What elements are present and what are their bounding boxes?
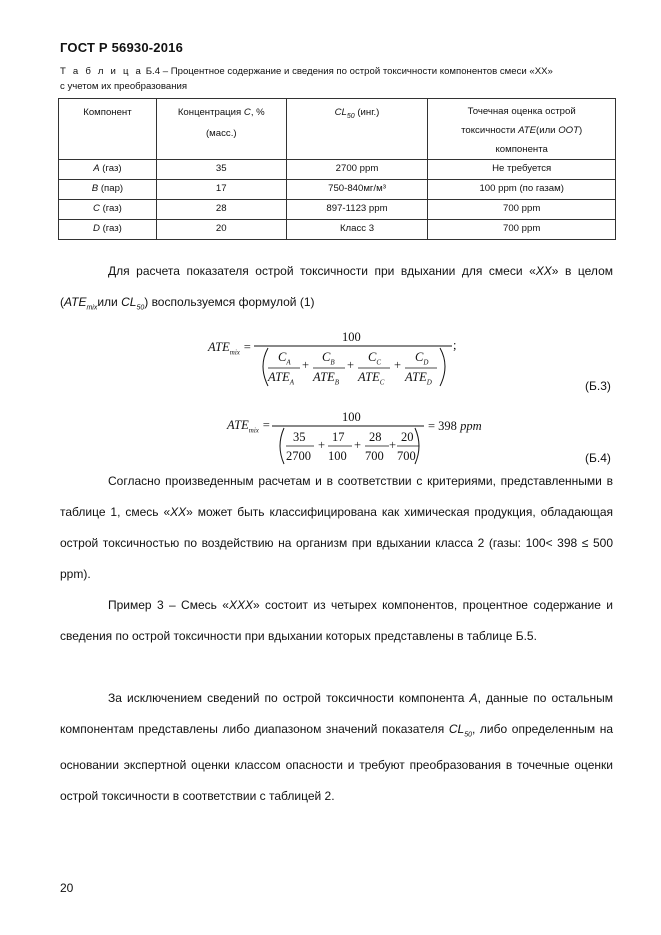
col-header-component: Компонент bbox=[59, 99, 157, 160]
cell-component: A (газ) bbox=[59, 160, 157, 180]
document-header: ГОСТ Р 56930-2016 bbox=[60, 40, 184, 55]
cell-cl50: 2700 ppm bbox=[286, 160, 428, 180]
paragraph-formula-intro: Для расчета показателя острой токсичности при вдыхании для смеси «XX» в целом ($ATE_{mix}или$ $CL_{50}$) воспользуемся формулой (1) bbox=[60, 264, 613, 312]
cell-concentration: 28 bbox=[156, 200, 286, 220]
col-header-cl50: $CL_{50}$ (инг.) bbox=[286, 99, 428, 160]
cell-ate: 700 ppm bbox=[428, 220, 616, 240]
cell-ate: 100 ppm (по газам) bbox=[428, 180, 616, 200]
equation-number: (Б.3) bbox=[585, 379, 611, 393]
paragraph-exceptions: За исключением сведений по острой токсичности компонента A, данные по остальным компонентам представлены либо диапазоном значений показателя $CL_{50}$, либо определенным на основании экспертной оценки классом опасности и требуют преобразования в точечные оценки острой токсичности в соответствии с таблицей 2. bbox=[60, 691, 613, 804]
cell-ate: Не требуется bbox=[428, 160, 616, 180]
cell-cl50: 750-840мг/м³ bbox=[286, 180, 428, 200]
col-header-concentration: Концентрация C, % (масс.) bbox=[156, 99, 286, 160]
cell-cl50: Класс 3 bbox=[286, 220, 428, 240]
cell-ate: 700 ppm bbox=[428, 200, 616, 220]
caption-text: Б.4 – Процентное содержание и сведения по острой токсичности компонентов смеси «XX» bbox=[145, 66, 553, 77]
caption-text-cont: с учетом их преобразования bbox=[60, 81, 188, 92]
cell-concentration: 35 bbox=[156, 160, 286, 180]
paragraph-example-3: Пример 3 – Смесь «XXX» состоит из четырех компонентов, процентное содержание и сведения по острой токсичности при вдыхании которых представлены в таблице Б.5. bbox=[60, 598, 613, 643]
caption-label: Т а б л и ц а bbox=[60, 66, 144, 77]
cell-component: D (газ) bbox=[59, 220, 157, 240]
paragraph-conclusion: Согласно произведенным расчетам и в соответствии с критериями, представленными в таблице 1, смесь «XX» может быть классифицирована как химическая продукция, обладающая острой токсичностью по воздействию на организм при вдыхании класса 2 (газы: 100< 398 ≤ 500 ppm). bbox=[60, 474, 613, 581]
cell-concentration: 20 bbox=[156, 220, 286, 240]
equation-number: (Б.4) bbox=[585, 451, 611, 465]
cell-component: C (газ) bbox=[59, 200, 157, 220]
page-number: 20 bbox=[60, 881, 74, 895]
cell-component: B (пар) bbox=[59, 180, 157, 200]
col-header-ate: Точечная оценка острой токсичности ATE(или OOT) компонента bbox=[428, 99, 616, 160]
cell-concentration: 17 bbox=[156, 180, 286, 200]
cell-cl50: 897-1123 ppm bbox=[286, 200, 428, 220]
